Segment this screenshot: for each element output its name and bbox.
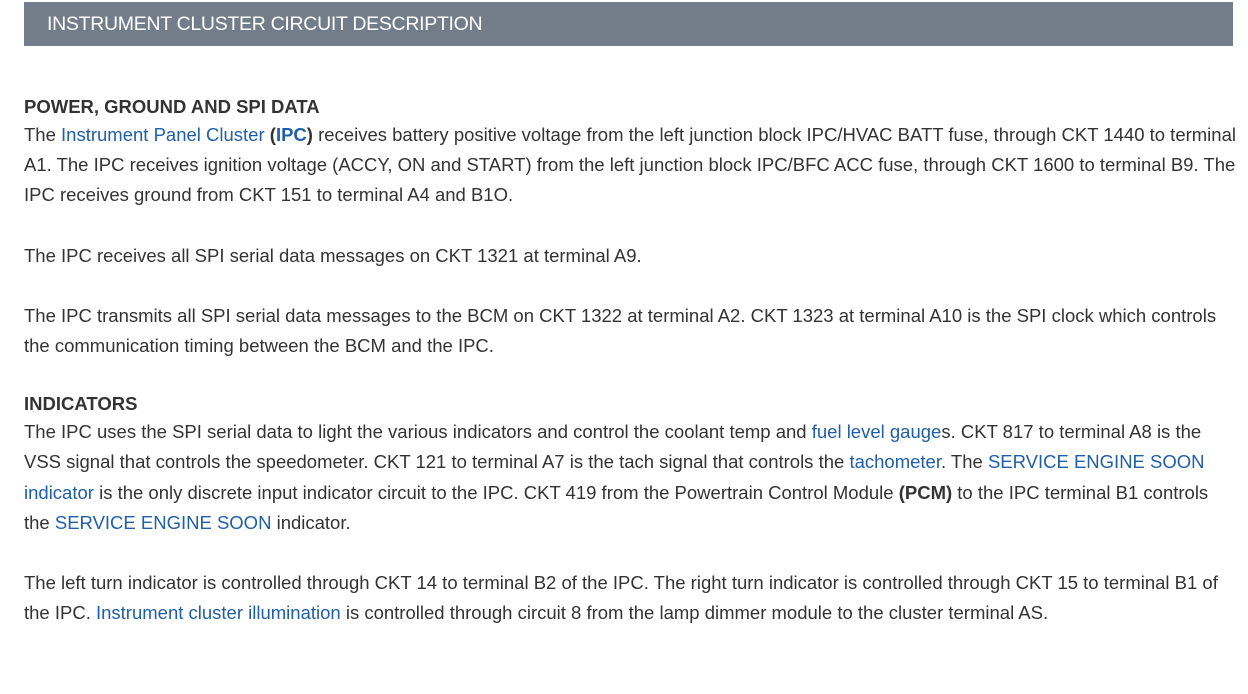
paragraph-power-2: The IPC receives all SPI serial data messages on CKT 1321 at terminal A9.	[24, 244, 642, 266]
service-engine-soon-link[interactable]: SERVICE ENGINE SOON	[54, 511, 272, 533]
paragraph-spacer	[24, 211, 1236, 241]
text-segment: s. CKT 817 to terminal A8 is the VSS signal that controls the speedometer. CKT 121 to terminal A7 is the tach signal that controls the	[24, 421, 1202, 473]
pcm-abbr: (PCM)	[898, 481, 953, 503]
instrument-panel-cluster-link[interactable]: Instrument Panel Cluster	[61, 124, 265, 145]
text-segment: to the IPC terminal B1 controls the	[24, 481, 1209, 533]
fuel-level-gauge-link[interactable]: fuel level gauge	[811, 421, 942, 443]
instrument-cluster-illumination-link[interactable]: Instrument cluster illumination	[95, 602, 341, 624]
article-body	[24, 94, 1236, 628]
text-segment: is the only discrete input indicator circuit to the IPC. CKT 419 from the Powertrain Control Module	[93, 481, 899, 503]
text-segment: is controlled through circuit 8 from the lamp dimmer module to the cluster terminal AS.	[340, 602, 1049, 624]
section-heading-power: POWER, GROUND AND SPI DATA	[24, 96, 320, 117]
paragraph-power-1	[24, 120, 1236, 211]
page-title: INSTRUMENT CLUSTER CIRCUIT DESCRIPTION	[47, 12, 483, 35]
text-segment: indicator.	[271, 511, 351, 533]
section-heading-indicators: INDICATORS	[24, 393, 138, 415]
text-segment: (	[264, 124, 276, 145]
text-segment: The	[24, 124, 62, 145]
text-segment: The left turn indicator is controlled through CKT 14 to terminal B2 of the IPC. The right turn indicator is controlled through CKT 15 to terminal B1 of the IPC.	[24, 572, 1218, 624]
ipc-link[interactable]: IPC	[275, 124, 307, 145]
paragraph-power-3: The IPC transmits all SPI serial data messages to the BCM on CKT 1322 at terminal A2. CKT 1323 at terminal A10 is the SPI clock which controls the communication timing between the BCM and the IPC.	[24, 304, 1217, 357]
tachometer-link[interactable]: tachometer	[849, 451, 941, 473]
text-segment: . The	[940, 451, 988, 473]
paragraph-spacer	[24, 271, 1236, 301]
paragraph-indicators-1	[24, 417, 1236, 538]
text-segment: The IPC uses the SPI serial data to light the various indicators and control the coolant temp and	[24, 421, 812, 443]
text-segment: )	[306, 124, 313, 145]
paragraph-spacer	[24, 361, 1236, 391]
page-header	[24, 2, 1233, 46]
service-engine-soon-indicator-link[interactable]: SERVICE ENGINE SOON indicator	[24, 451, 1205, 503]
ipc-abbr	[265, 124, 313, 145]
paragraph-indicators-2	[24, 568, 1236, 628]
text-segment: receives battery positive voltage from the left junction block IPC/HVAC BATT fuse, through CKT 1440 to terminal A1. The IPC receives ignition voltage (ACCY, ON and START) from the left junction block IPC/BFC ACC fuse, through CKT 1600 to terminal B9. The IPC receives ground from CKT 151 to terminal A4 and B1O.	[24, 124, 1236, 206]
paragraph-spacer	[24, 538, 1236, 568]
